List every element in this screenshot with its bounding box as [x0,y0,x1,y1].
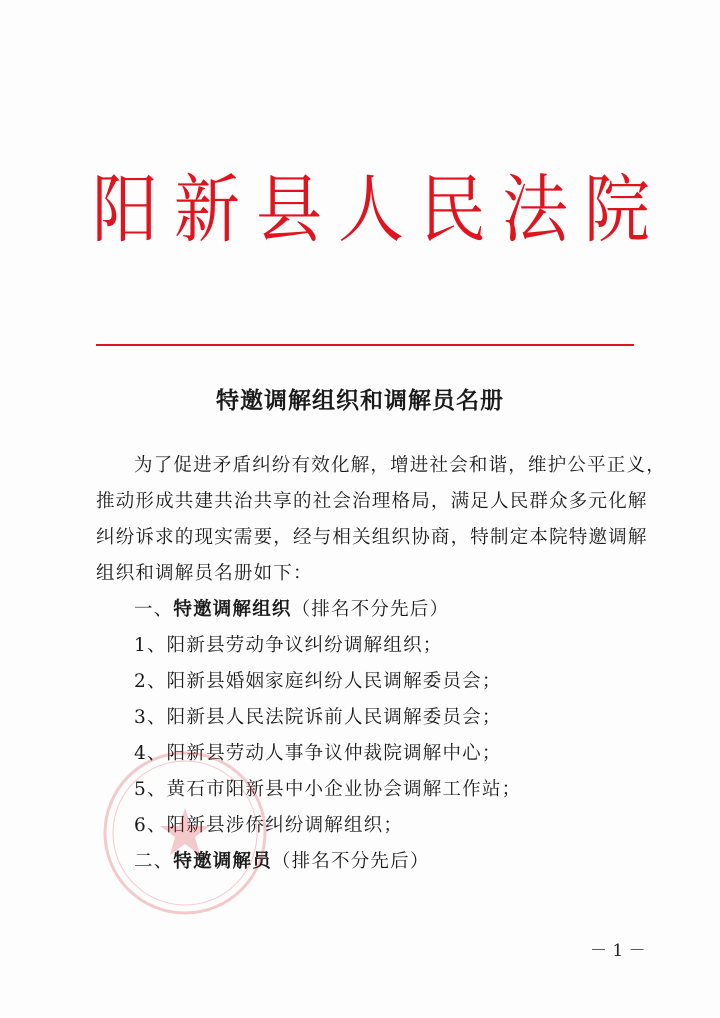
list-item: 6、阳新县涉侨纠纷调解组织； [134,815,404,836]
section-1-note: （排名不分先后） [291,599,450,620]
list-item: 1、阳新县劳动争议纠纷调解组织； [134,635,443,656]
list-item: 5、黄石市阳新县中小企业协会调解工作站； [134,779,522,800]
list-item: 4、阳新县劳动人事争议仲裁院调解中心； [134,743,502,764]
section-1-title: 特邀调解组织 [173,599,292,620]
list-item: 3、阳新县人民法院诉前人民调解委员会； [134,707,502,728]
section-2-title: 特邀调解员 [173,851,272,872]
list-item: 2、阳新县婚姻家庭纠纷人民调解委员会； [134,671,502,692]
document-title: 特邀调解组织和调解员名册 [216,387,504,414]
section-2-number: 二、 [134,851,174,872]
intro-line-1: 为了促进矛盾纠纷有效化解，增进社会和谐，维护公平正义， [134,455,666,476]
red-divider-line [96,344,634,346]
section-1-heading [96,592,449,628]
court-seal-stamp [100,748,270,918]
page-number: － 1 － [590,941,646,961]
section-2-note: （排名不分先后） [271,851,430,872]
intro-line-4: 组织和调解员名册如下： [96,563,313,584]
intro-line-3: 纠纷诉求的现实需要，经与相关组织协商，特制定本院特邀调解 [96,527,648,548]
court-masthead: 阳新县人民法院 [92,166,666,253]
intro-line-2: 推动形成共建共治共享的社会治理格局，满足人民群众多元化解 [96,491,648,512]
section-1-number: 一、 [134,599,174,620]
